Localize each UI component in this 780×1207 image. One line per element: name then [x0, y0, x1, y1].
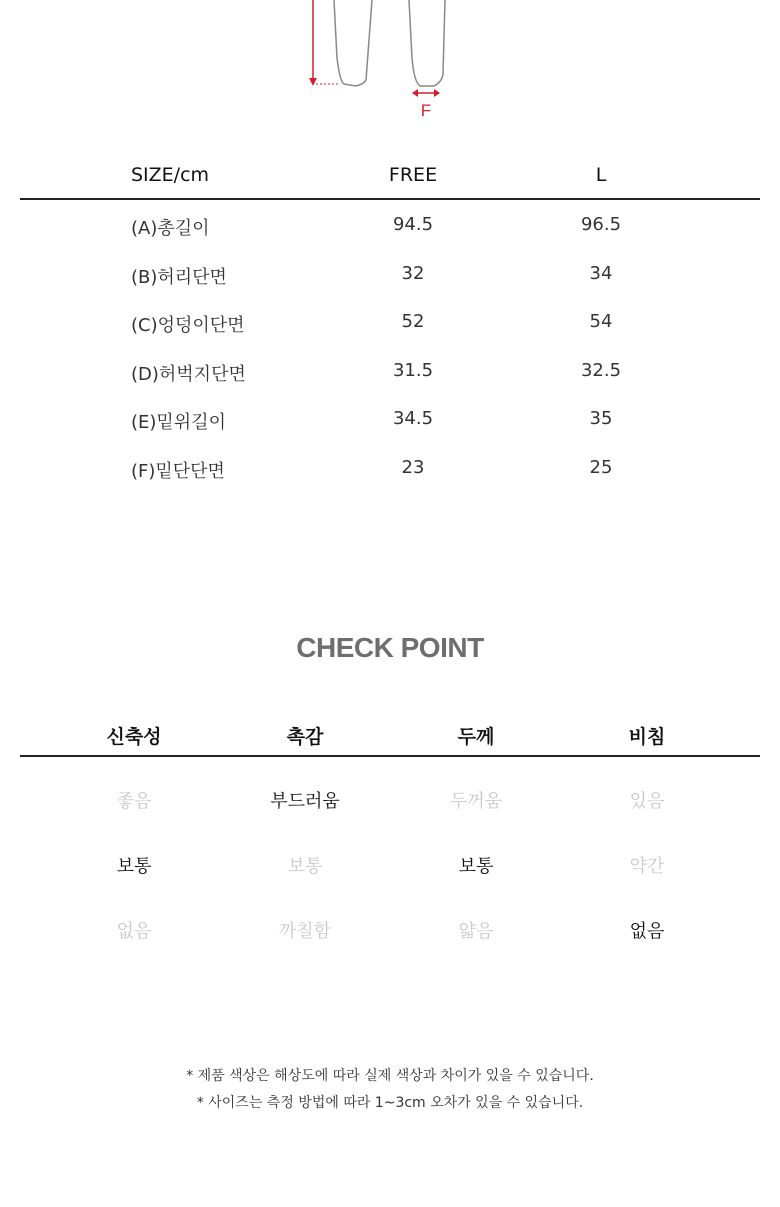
check-option: 없음 — [116, 921, 152, 942]
check-option: 까칠함 — [278, 921, 332, 942]
size-row-label: (C)엉덩이단면 — [131, 315, 245, 336]
size-row-label: (B)허리단면 — [131, 266, 227, 288]
size-table-body — [20, 200, 760, 491]
notes — [0, 1063, 780, 1117]
check-option: 보통 — [287, 856, 323, 877]
check-point-title: CHECK POINT — [296, 632, 484, 663]
header-size: SIZE/cm — [131, 164, 210, 186]
size-row: (C)엉덩이단면 52 54 — [131, 311, 613, 336]
size-row: (A)총길이 94.5 96.5 — [131, 214, 622, 239]
check-option: 약간 — [629, 856, 665, 877]
hem-arrow-left — [412, 89, 418, 97]
check-option-selected: 보통 — [116, 856, 152, 877]
header-thickness: 두께 — [457, 726, 495, 748]
check-option-selected: 보통 — [458, 856, 494, 877]
check-point-header — [20, 712, 760, 757]
hem-arrow-right — [434, 89, 440, 97]
size-row-label: (A)총길이 — [131, 218, 210, 239]
size-table — [20, 150, 760, 491]
check-option: 얇음 — [458, 921, 494, 942]
size-row: (E)밑위길이 34.5 35 — [131, 408, 613, 433]
size-row-label: (D)허벅지단면 — [131, 363, 246, 385]
size-row-label: (F)밑단단면 — [131, 460, 225, 482]
check-option: 두꺼움 — [449, 791, 503, 812]
size-row: (F)밑단단면 23 25 — [131, 456, 613, 482]
size-table-header: SIZE/cm FREE L — [20, 150, 760, 200]
check-row — [20, 757, 760, 822]
check-point-body — [20, 757, 760, 952]
size-row: (B)허리단면 32 34 — [131, 262, 613, 288]
check-option: 있음 — [629, 791, 665, 812]
check-point-table — [20, 712, 760, 952]
size-row-label: (E)밑위길이 — [131, 412, 226, 433]
right-leg-outline — [409, 0, 445, 86]
left-leg-outline — [334, 0, 372, 86]
header-texture: 촉감 — [286, 726, 324, 748]
pants-measurement-illustration — [0, 0, 780, 130]
note-size: * 사이즈는 측정 방법에 따라 1~3cm 오차가 있을 수 있습니다. — [196, 1095, 584, 1111]
check-row — [20, 822, 760, 887]
header-elasticity: 신축성 — [106, 726, 162, 748]
hem-measure-label: F — [420, 101, 432, 120]
size-row: (D)허벅지단면 31.5 32.5 — [131, 359, 622, 385]
check-option-selected: 없음 — [629, 921, 665, 942]
length-arrow-head — [309, 78, 317, 86]
note-color: * 제품 색상은 해상도에 따라 실제 색상과 차이가 있을 수 있습니다. — [186, 1068, 594, 1084]
check-option-selected: 부드러움 — [270, 791, 340, 812]
header-sheerness: 비침 — [628, 726, 666, 748]
check-option: 좋음 — [116, 791, 152, 812]
check-row — [20, 887, 760, 952]
